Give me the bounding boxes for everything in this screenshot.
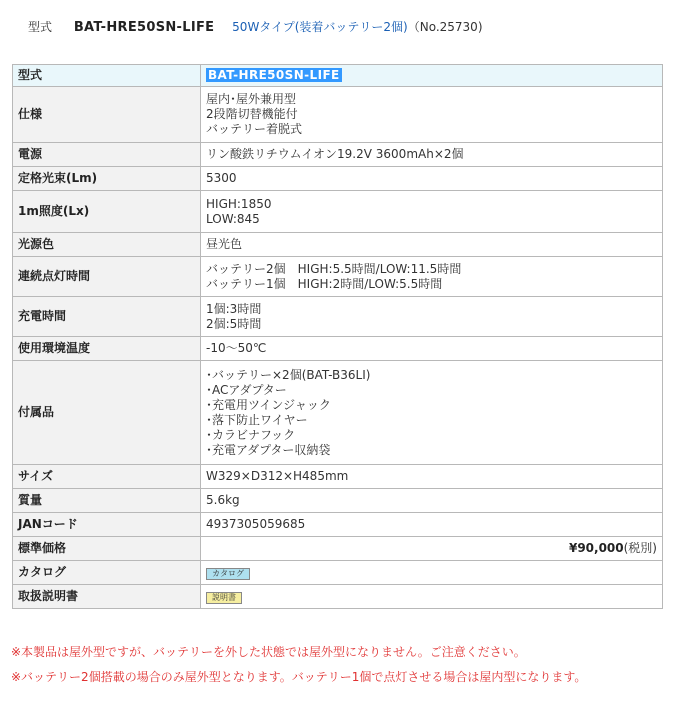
spec-line: バッテリー2個 HIGH:5.5時間/LOW:11.5時間 [206,261,462,276]
spec-label: 電源 [13,143,201,167]
spec-value [201,585,663,609]
product-number: （No.25730) [407,20,483,34]
spec-line: ･充電アダプター収納袋 [206,442,331,457]
spec-value: 5.6kg [201,489,663,513]
spec-line: ･バッテリー×2個(BAT-B36LI) [206,367,371,382]
spec-label: JANコード [13,513,201,537]
note-battery-count: ※バッテリー2個搭載の場合のみ屋外型となります。バッテリー1個で点灯させる場合は屋内型になります。 [11,670,587,684]
spec-line: ･ACアダプター [206,382,287,397]
spec-label: サイズ [13,465,201,489]
spec-value [201,561,663,585]
type-description: 50Wタイプ(装着バッテリー2個) [232,20,408,34]
spec-line: 屋内･屋外兼用型 [206,92,297,106]
spec-row-manual [13,585,663,609]
spec-row-temp [13,337,663,361]
spec-line: ･充電用ツインジャック [206,397,331,412]
spec-label: 充電時間 [13,297,201,337]
spec-value: 5300 [201,167,663,191]
spec-label: カタログ [13,561,201,585]
catalog-button[interactable]: カタログ [206,568,250,580]
spec-value: 4937305059685 [201,513,663,537]
model-value-selected[interactable]: BAT-HRE50SN-LIFE [208,68,340,82]
product-header [28,18,483,35]
spec-row-charge [13,297,663,337]
spec-label: 使用環境温度 [13,337,201,361]
notes [11,640,586,690]
spec-label: 付属品 [13,361,201,465]
spec-value [201,297,663,337]
spec-value [201,65,663,87]
spec-label: 質量 [13,489,201,513]
spec-row-price [13,537,663,561]
spec-value [201,191,663,233]
spec-label: 光源色 [13,233,201,257]
spec-line: ･カラビナフック [206,427,296,442]
spec-row-spec [13,87,663,143]
spec-line: LOW:845 [206,211,260,226]
spec-line: 2個:5時間 [206,316,262,331]
spec-row-weight [13,489,663,513]
spec-label: 定格光束(Lm) [13,167,201,191]
manual-button[interactable]: 説明書 [206,592,242,604]
spec-label: 型式 [13,65,201,87]
spec-table [12,64,663,609]
spec-row-accessories [13,361,663,465]
spec-label: 取扱説明書 [13,585,201,609]
spec-line: バッテリー着脱式 [206,122,303,136]
spec-label: 標準価格 [13,537,201,561]
spec-value: -10～50℃ [201,337,663,361]
note-outdoor-warning: ※本製品は屋外型ですが、バッテリーを外した状態では屋外型になりません。ご注意ください。 [11,645,526,659]
spec-row-power [13,143,663,167]
spec-row-runtime [13,257,663,297]
spec-row-jan [13,513,663,537]
spec-line: バッテリー1個 HIGH:2時間/LOW:5.5時間 [206,276,443,291]
spec-row-model [13,65,663,87]
spec-row-lumen [13,167,663,191]
spec-line: ･落下防止ワイヤー [206,412,308,427]
spec-value: リン酸鉄リチウムイオン19.2V 3600mAh×2個 [201,143,663,167]
spec-value: W329×D312×H485mm [201,465,663,489]
spec-line: HIGH:1850 [206,196,272,211]
spec-label: 1m照度(Lx) [13,191,201,233]
spec-row-lux [13,191,663,233]
model-label: 型式 [28,20,53,34]
spec-row-color [13,233,663,257]
spec-value [201,361,663,465]
price-value: ¥90,000 [568,541,624,555]
spec-row-size [13,465,663,489]
spec-row-catalog [13,561,663,585]
spec-label: 仕様 [13,87,201,143]
spec-label: 連続点灯時間 [13,257,201,297]
spec-value [201,257,663,297]
spec-line: 1個:3時間 [206,301,262,316]
spec-value [201,537,663,561]
spec-line: 2段階切替機能付 [206,107,298,121]
price-tax-note: (税別) [623,541,657,555]
model-name: BAT-HRE50SN-LIFE [73,20,215,35]
spec-value: 昼光色 [201,233,663,257]
spec-value [201,87,663,143]
